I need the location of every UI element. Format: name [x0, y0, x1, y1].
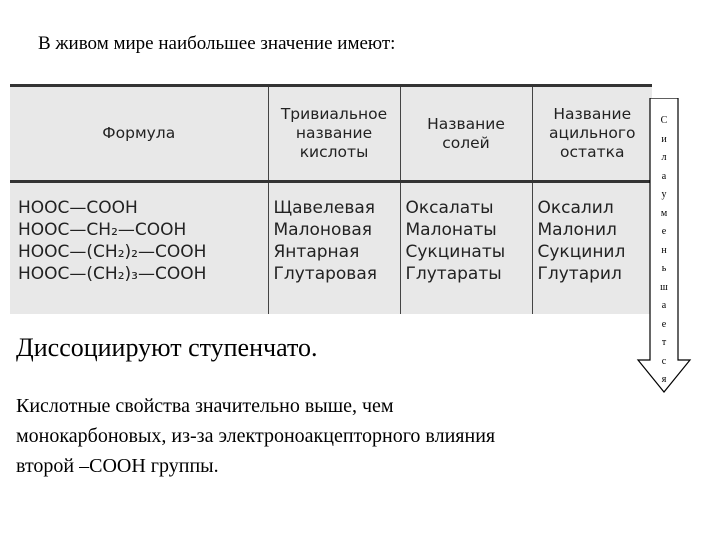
salt-name-succinic: Сукцинаты	[405, 242, 506, 262]
acid-name-oxalic: Щавелевая	[273, 198, 375, 218]
arrow-letter: а	[661, 170, 667, 182]
acyl-name-succinic: Сукцинил	[537, 242, 626, 262]
arrow-letter: С	[660, 115, 668, 126]
header-salt-name: Название солей	[400, 86, 532, 182]
salt-name-column	[400, 182, 532, 315]
arrow-letter: т	[661, 337, 667, 348]
acid-name-column	[268, 182, 400, 315]
decreasing-arrow	[636, 98, 692, 394]
dicarboxylic-acids-table	[10, 84, 652, 314]
header-trivial-name: Тривиальное название кислоты	[268, 86, 400, 182]
arrow-letter: у	[661, 189, 667, 200]
formula-glutaric: HOOC—(CH₂)₃—COOH	[18, 264, 207, 284]
salt-name-oxalic: Оксалаты	[405, 198, 494, 218]
arrow-letter: л	[661, 152, 667, 163]
acyl-name-glutaric: Глутарил	[537, 264, 622, 284]
formula-oxalic: HOOC—COOH	[18, 198, 138, 218]
arrow-letter: я	[661, 374, 667, 385]
arrow-letter: м	[660, 207, 668, 219]
arrow-letter: н	[661, 244, 667, 256]
paragraph-line: второй –СООН группы.	[16, 455, 219, 477]
arrow-letter: и	[661, 133, 667, 145]
header-acyl-name: Название ацильного остатка	[532, 86, 652, 182]
acid-name-malonic: Малоновая	[273, 220, 373, 240]
arrow-letter: с	[661, 355, 667, 367]
arrow-letter: е	[661, 226, 667, 237]
formula-malonic: HOOC—CH₂—COOH	[18, 220, 187, 240]
header-formula: Формула	[10, 86, 268, 182]
acyl-name-column	[532, 182, 652, 315]
arrow-caption	[650, 112, 678, 390]
formula-succinic: HOOC—(CH₂)₂—COOH	[18, 242, 207, 262]
paragraph-line: монокарбоновых, из-за электроноакцепторного влияния	[16, 425, 496, 447]
acyl-name-oxalic: Оксалил	[537, 198, 614, 218]
acid-name-glutaric: Глутаровая	[273, 264, 377, 284]
acyl-name-malonic: Малонил	[537, 220, 617, 240]
slide-heading: В живом мире наибольшее значение имеют:	[38, 33, 396, 54]
arrow-letter: ь	[661, 263, 667, 274]
salt-name-glutaric: Глутараты	[405, 264, 502, 284]
paragraph-line: Кислотные свойства значительно выше, чем	[16, 395, 394, 417]
arrow-letter: а	[661, 300, 667, 311]
arrow-letter: е	[661, 318, 667, 330]
acid-properties-paragraph	[16, 391, 706, 481]
arrow-letter: ш	[660, 281, 668, 293]
dissociation-statement: Диссоциируют ступенчато.	[16, 333, 318, 362]
formula-column	[10, 182, 268, 315]
acid-name-succinic: Янтарная	[273, 242, 360, 262]
salt-name-malonic: Малонаты	[405, 220, 497, 240]
